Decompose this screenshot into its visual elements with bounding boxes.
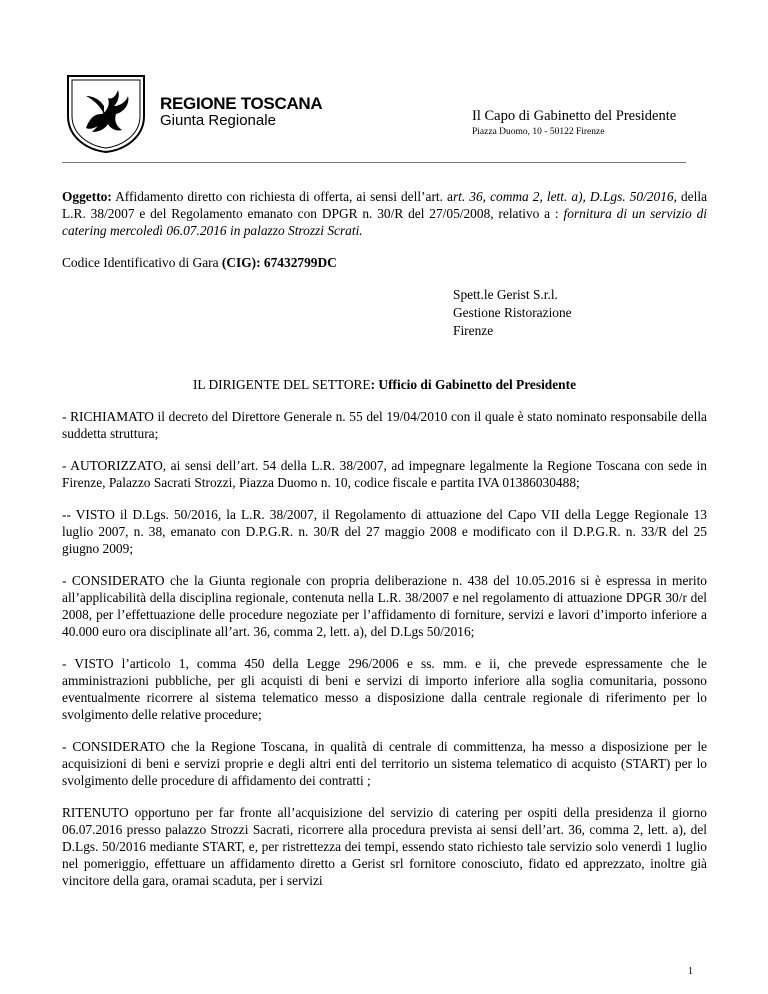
dirigente-heading — [62, 376, 707, 393]
paragraph-richiamato: - RICHIAMATO il decreto del Direttore Generale n. 55 del 19/04/2010 con il quale è stato nominato responsabile della suddetta struttura; — [62, 409, 707, 441]
paragraph-visto-dlgs: -- VISTO il D.Lgs. 50/2016, la L.R. 38/2007, il Regolamento di attuazione del Capo VII della Legge Regionale 13 luglio 2007, n. 38, emanato con D.P.G.R. n. 30/R del 27 maggio 2008 e modificato con il D.P.G.R. n. 33/R del 25 giugno 2009; — [62, 507, 707, 556]
cig-line — [62, 254, 707, 271]
subject-label: Oggetto: — [62, 189, 112, 204]
subject-text-c: , della L.R. 38/2007 e del Regolamento emanato con DPGR n. 30/R del 27/05/2008, relativo a : — [62, 189, 708, 221]
cig-code: (CIG): 67432799DC — [221, 255, 337, 270]
page-number: 1 — [688, 966, 693, 977]
subject-text-b: rt. 36, comma 2, lett. a), D.Lgs. 50/2016 — [452, 189, 674, 204]
recipient-line-1: Spett.le Gerist S.r.l. — [453, 287, 558, 302]
subject-text-d: fornitura di un servizio di catering mercoledì 06.07.2016 in palazzo Strozzi Scrati. — [62, 206, 707, 238]
recipient-line-3: Firenze — [453, 323, 494, 338]
subject-paragraph — [62, 188, 707, 239]
header-divider — [62, 162, 686, 163]
dirigente-office: : Ufficio di Gabinetto del Presidente — [370, 377, 577, 392]
dirigente-prefix: IL DIRIGENTE DEL SETTORE — [192, 377, 371, 392]
org-subtitle: Giunta Regionale — [160, 112, 276, 129]
regione-toscana-logo — [64, 70, 148, 154]
cig-label: Codice Identificativo di Gara — [62, 255, 222, 270]
org-name: REGIONE TOSCANA — [160, 94, 323, 113]
paragraph-considerato-giunta: - CONSIDERATO che la Giunta regionale con propria deliberazione n. 438 del 10.05.2016 si è espressa in merito all’applicabilità della disciplina regionale, contenuta nella L.R. 38/2007 e nel regolamento di attuazione DPGR 30/r del 2008, per l’effettuazione delle procedure negoziate per l’affidamento di forniture, servizi e lavori d’importo inferiore a 40.000 euro ora disciplinate all’art. 36, comma 2, lett. a), del D.Lgs 50/2016; — [62, 573, 707, 639]
paragraph-considerato-start: - CONSIDERATO che la Regione Toscana, in qualità di centrale di committenza, ha messo a disposizione per le acquisizioni di beni e servizi proprie e degli altri enti del territorio un sistema telematico di acquisto (START) per lo svolgimento delle procedure di affidamento dei contratti ; — [62, 739, 707, 788]
paragraph-autorizzato: - AUTORIZZATO, ai sensi dell’art. 54 della L.R. 38/2007, ad impegnare legalmente la Regione Toscana con sede in Firenze, Palazzo Sacrati Strozzi, Piazza Duomo n. 10, codice fiscale e partita IVA 01386030488; — [62, 458, 707, 490]
letter-body — [62, 188, 707, 889]
recipient-block — [453, 286, 707, 340]
sender-title: Il Capo di Gabinetto del Presidente — [472, 108, 677, 124]
subject-text-a: Affidamento diretto con richiesta di offerta, ai sensi dell’art. a — [111, 189, 453, 204]
paragraph-ritenuto: RITENUTO opportuno per far fronte all’acquisizione del servizio di catering per ospiti della presidenza il giorno 06.07.2016 presso palazzo Strozzi Sacrati, ricorrere alla procedura prevista ai sensi dell’art. 36, comma 2, lett. a), del D.Lgs. 50/2016 mediante START, e, per ristrettezza dei tempi, essendo stato richiesto tale servizio solo venerdì 1 luglio nel pomeriggio, effettuare un affidamento diretto a Gerist srl fornitore conosciuto, fidato ed apprezzato, inoltre già vincitore della gara, oramai scaduta, per i servizi — [62, 805, 707, 888]
paragraph-visto-articolo: - VISTO l’articolo 1, comma 450 della Legge 296/2006 e ss. mm. e ii, che prevede espressamente che le amministrazioni pubbliche, per gli acquisti di beni e servizi di importo inferiore alla soglia comunitaria, possono eventualmente ricorrere al sistema telematico messo a disposizione dalla centrale regionale di riferimento per lo svolgimento delle relative procedure; — [62, 656, 707, 722]
sender-address: Piazza Duomo, 10 - 50122 Firenze — [472, 127, 605, 137]
recipient-line-2: Gestione Ristorazione — [453, 305, 572, 320]
